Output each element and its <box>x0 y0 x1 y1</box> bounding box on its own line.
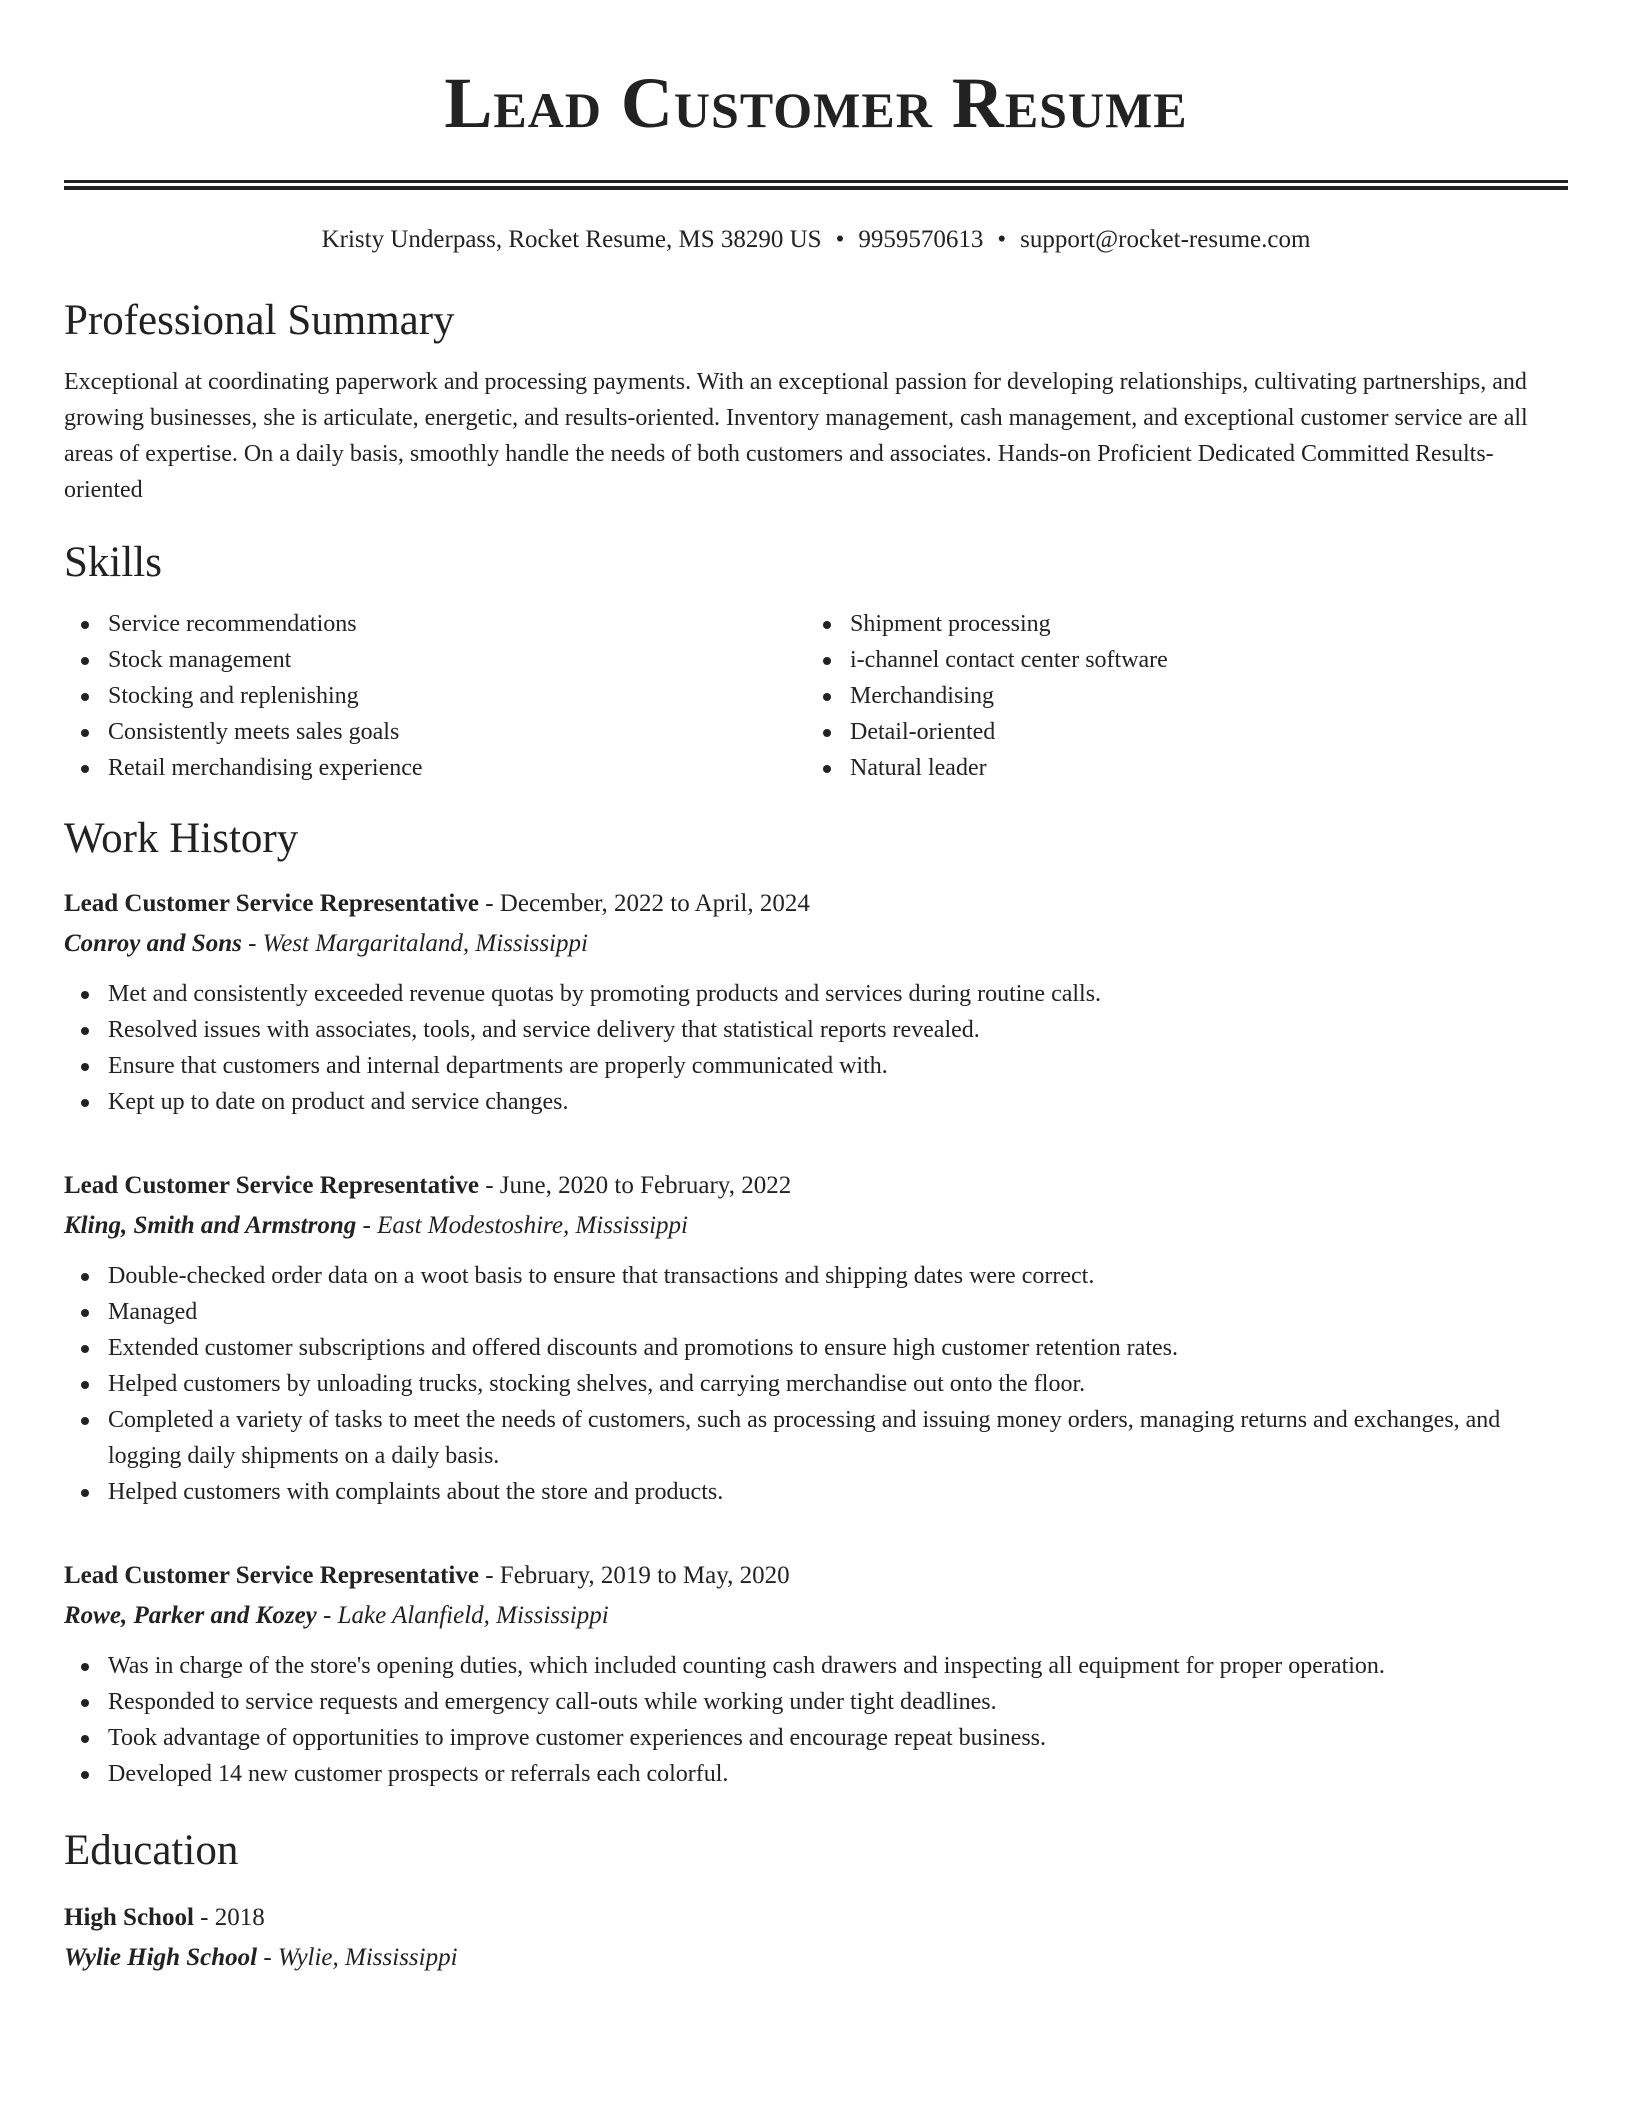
company-line <box>64 1208 1568 1244</box>
school-line <box>64 1940 1568 1976</box>
skill-item: Detail-oriented <box>806 714 1548 750</box>
skill-item: Stocking and replenishing <box>64 678 806 714</box>
job-bullet: Helped customers by unloading trucks, stocking shelves, and carrying merchandise out onto the floor. <box>64 1366 1568 1402</box>
job-dates: - February, 2019 to May, 2020 <box>478 1562 790 1589</box>
skills-column-right <box>806 606 1548 786</box>
graduation-year: - 2018 <box>193 1904 265 1931</box>
contact-phone: 9959570613 <box>858 226 984 253</box>
skill-item: Stock management <box>64 642 806 678</box>
degree-line <box>64 1900 1568 1936</box>
job-bullet: Extended customer subscriptions and offered discounts and promotions to ensure high customer retention rates. <box>64 1330 1568 1366</box>
skill-item: Merchandising <box>806 678 1548 714</box>
job-dates: - December, 2022 to April, 2024 <box>478 890 810 917</box>
company-name: Kling, Smith and Armstrong <box>64 1212 357 1239</box>
contact-line <box>64 224 1568 256</box>
company-location: - East Modestoshire, Mississippi <box>356 1212 688 1239</box>
job-bullet: Kept up to date on product and service changes. <box>64 1084 1568 1120</box>
job-bullet: Resolved issues with associates, tools, and service delivery that statistical reports revealed. <box>64 1012 1568 1048</box>
skills-heading: Skills <box>64 539 162 586</box>
degree: High School <box>64 1904 194 1931</box>
company-location: - Lake Alanfield, Mississippi <box>316 1602 609 1629</box>
resume-title: Lead Customer Resume <box>444 63 1188 143</box>
job-bullet: Developed 14 new customer prospects or referrals each colorful. <box>64 1756 1568 1792</box>
job-title: Lead Customer Service Representative <box>64 1562 479 1589</box>
company-line <box>64 926 1568 962</box>
company-location: - West Margaritaland, Mississippi <box>241 930 588 957</box>
job-title: Lead Customer Service Representative <box>64 890 479 917</box>
summary-text: Exceptional at coordinating paperwork and processing payments. With an exceptional passion for developing relationships, cultivating partnerships, and growing businesses, she is articulate, energetic, and results-oriented. Inventory management, cash management, and exceptional customer service are all areas of expertise. On a daily basis, smoothly handle the needs of both customers and associates. Hands-on Proficient Dedicated Committed Results-oriented <box>64 369 1528 503</box>
skill-item: i-channel contact center software <box>806 642 1548 678</box>
job-bullet: Ensure that customers and internal departments are properly communicated with. <box>64 1048 1568 1084</box>
contact-email: support@rocket-resume.com <box>1020 226 1311 253</box>
job-title-line <box>64 1558 1568 1594</box>
job-dates: - June, 2020 to February, 2022 <box>478 1172 792 1199</box>
job-bullets <box>64 976 1568 1120</box>
job-bullets <box>64 1258 1568 1510</box>
school-name: Wylie High School <box>64 1944 258 1971</box>
skills-grid <box>64 606 1568 786</box>
job-entry <box>64 1168 1568 1510</box>
job-title: Lead Customer Service Representative <box>64 1172 479 1199</box>
contact-address: Kristy Underpass, Rocket Resume, MS 38290 US <box>321 226 822 253</box>
contact-separator: • <box>835 226 845 253</box>
job-bullet: Met and consistently exceeded revenue quotas by promoting products and services during routine calls. <box>64 976 1568 1012</box>
job-bullet: Took advantage of opportunities to improve customer experiences and encourage repeat business. <box>64 1720 1568 1756</box>
job-bullets <box>64 1648 1568 1792</box>
job-bullet: Completed a variety of tasks to meet the needs of customers, such as processing and issuing money orders, managing returns and exchanges, and logging daily shipments on a daily basis. <box>64 1402 1568 1474</box>
skill-item: Natural leader <box>806 750 1548 786</box>
school-location: - Wylie, Mississippi <box>257 1944 458 1971</box>
skill-item: Retail merchandising experience <box>64 750 806 786</box>
skills-column-left <box>64 606 806 786</box>
skill-item: Shipment processing <box>806 606 1548 642</box>
company-name: Conroy and Sons <box>64 930 242 957</box>
job-title-line <box>64 886 1568 922</box>
education-entry <box>64 1900 1568 1976</box>
title-double-rule <box>64 180 1568 190</box>
job-entry <box>64 886 1568 1120</box>
job-bullet: Double-checked order data on a woot basis to ensure that transactions and shipping dates were correct. <box>64 1258 1568 1294</box>
work-history-heading: Work History <box>64 815 299 862</box>
skill-item: Service recommendations <box>64 606 806 642</box>
skill-item: Consistently meets sales goals <box>64 714 806 750</box>
contact-separator: • <box>997 226 1007 253</box>
job-bullet: Helped customers with complaints about the store and products. <box>64 1474 1568 1510</box>
company-name: Rowe, Parker and Kozey <box>64 1602 317 1629</box>
job-bullet: Responded to service requests and emergency call-outs while working under tight deadlines. <box>64 1684 1568 1720</box>
company-line <box>64 1598 1568 1634</box>
job-title-line <box>64 1168 1568 1204</box>
job-bullet: Managed <box>64 1294 1568 1330</box>
summary-heading: Professional Summary <box>64 297 455 344</box>
education-heading: Education <box>64 1827 239 1874</box>
job-bullet: Was in charge of the store's opening duties, which included counting cash drawers and inspecting all equipment for proper operation. <box>64 1648 1568 1684</box>
job-entry <box>64 1558 1568 1792</box>
